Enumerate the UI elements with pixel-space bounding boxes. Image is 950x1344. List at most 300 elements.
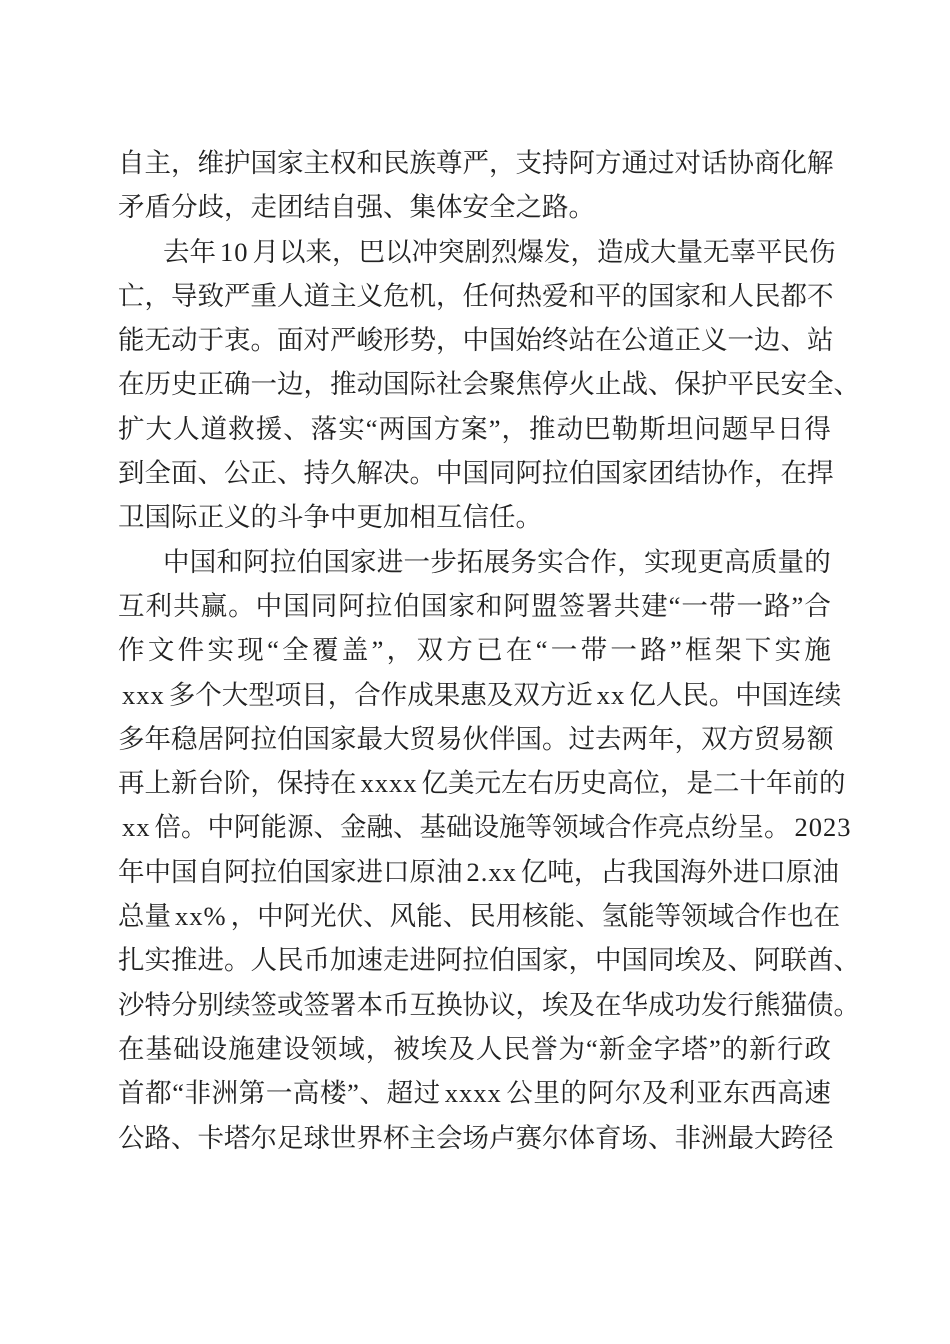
- text-segment: 之: [515, 192, 542, 223]
- text-segment: 道: [648, 325, 675, 356]
- text-segment: 矛: [118, 192, 145, 223]
- text-segment: 呈: [737, 812, 764, 843]
- text-segment: 高: [724, 546, 751, 577]
- text-segment: 大: [145, 413, 173, 444]
- text-segment: 国: [420, 590, 448, 621]
- text-segment: 拉: [250, 723, 277, 754]
- text-segment: 路: [640, 635, 667, 666]
- text-line: [118, 141, 834, 185]
- text-segment: 第: [238, 1078, 266, 1109]
- text-segment: 强: [356, 192, 383, 223]
- text-segment: 得: [804, 413, 831, 444]
- text-segment: 义: [701, 325, 728, 356]
- text-line: [118, 318, 834, 362]
- text-segment: 互: [436, 502, 463, 533]
- text-segment: 平: [595, 280, 622, 311]
- text-segment: 援: [255, 413, 283, 444]
- text-segment: 际: [409, 369, 436, 400]
- text-segment: 中: [436, 458, 463, 489]
- text-segment: 速: [356, 945, 383, 976]
- text-segment: 家: [621, 458, 648, 489]
- text-segment: 。: [181, 812, 208, 843]
- text-segment: ，: [171, 148, 198, 178]
- text-segment: 。: [764, 812, 791, 843]
- text-segment: 速: [804, 1078, 831, 1109]
- text-segment: ，: [436, 325, 463, 356]
- text-segment: 民: [383, 148, 410, 178]
- text-segment: 已: [476, 635, 503, 666]
- text-segment: 。: [515, 502, 542, 533]
- text-segment: 氢: [601, 901, 629, 932]
- text-segment: 、: [363, 901, 390, 932]
- text-segment: ”: [670, 635, 682, 666]
- text-segment: 加: [330, 945, 357, 976]
- text-segment: 大: [650, 236, 677, 267]
- text-segment: 扩: [118, 413, 145, 444]
- text-segment: 致: [197, 280, 224, 311]
- text-segment: 在: [330, 768, 357, 799]
- text-segment: 久: [330, 458, 357, 489]
- text-segment: 主: [303, 148, 330, 178]
- text-segment: 量: [144, 901, 171, 932]
- text-segment: 巴: [584, 413, 611, 444]
- text-segment: 结: [674, 458, 701, 489]
- text-segment: 民: [782, 236, 809, 267]
- text-segment: 卫: [118, 502, 145, 533]
- text-segment: 作: [631, 812, 658, 843]
- text-segment: 塔: [224, 1122, 251, 1153]
- text-segment: 超: [386, 1078, 414, 1109]
- text-segment: 双: [513, 679, 540, 710]
- text-segment: 站: [807, 325, 834, 356]
- text-segment: xx: [122, 812, 151, 843]
- text-segment: 进: [356, 856, 383, 887]
- text-line: [118, 1116, 834, 1160]
- text-segment: 利: [668, 1078, 696, 1109]
- text-segment: 爆: [517, 236, 544, 267]
- text-segment: 东: [723, 1078, 750, 1109]
- text-line: [118, 628, 831, 672]
- text-segment: 史: [580, 768, 607, 799]
- text-segment: 质: [750, 546, 778, 577]
- text-segment: 实: [144, 945, 171, 976]
- text-segment: 热: [515, 280, 542, 311]
- text-segment: 拉: [462, 945, 489, 976]
- text-segment: 站: [568, 325, 595, 356]
- text-segment: 中: [735, 679, 762, 710]
- text-segment: 下: [744, 635, 772, 666]
- text-segment: 高: [777, 1078, 804, 1109]
- text-segment: 两: [621, 723, 648, 754]
- text-segment: 及: [568, 989, 595, 1020]
- text-segment: 金: [340, 812, 367, 843]
- text-segment: 焦: [515, 369, 542, 400]
- text-segment: 拉: [269, 546, 297, 577]
- text-segment: 阿: [224, 723, 251, 754]
- text-segment: 大: [221, 679, 249, 710]
- text-segment: 步: [430, 546, 457, 577]
- text-segment: 署: [330, 989, 357, 1020]
- text-segment: 是: [686, 768, 713, 799]
- text-segment: 家: [350, 546, 377, 577]
- text-segment: 非: [184, 1078, 212, 1109]
- text-segment: 界: [356, 1122, 383, 1153]
- text-segment: 熊: [754, 989, 781, 1020]
- text-segment: ”: [371, 635, 384, 666]
- text-segment: 换: [436, 989, 463, 1020]
- text-segment: 等: [654, 901, 682, 932]
- text-segment: 。: [250, 325, 277, 356]
- text-segment: 年: [648, 723, 675, 754]
- text-segment: 主: [330, 280, 357, 311]
- text-segment: ，: [436, 280, 463, 311]
- text-segment: 危: [383, 280, 410, 311]
- text-segment: ，: [489, 148, 516, 178]
- text-segment: 华: [621, 989, 648, 1020]
- text-segment: 尔: [542, 1122, 569, 1153]
- text-segment: “: [365, 413, 378, 444]
- text-segment: 在: [505, 635, 533, 666]
- text-segment: 覆: [311, 635, 339, 666]
- text-segment: 在: [595, 989, 622, 1020]
- text-segment: 台: [197, 768, 224, 799]
- text-segment: 足: [277, 1122, 304, 1153]
- text-segment: 协: [462, 989, 489, 1020]
- text-segment: 一: [403, 546, 430, 577]
- text-segment: 家: [330, 856, 357, 887]
- text-segment: 塔: [681, 1033, 708, 1064]
- text-line: [118, 495, 831, 539]
- text-segment: 在: [780, 458, 807, 489]
- text-segment: 通: [621, 148, 648, 178]
- text-segment: 币: [383, 989, 410, 1020]
- text-segment: ，: [754, 458, 781, 489]
- text-segment: 行: [727, 989, 754, 1020]
- text-segment: 多: [168, 679, 196, 710]
- text-segment: 战: [621, 369, 648, 400]
- text-segment: 位: [633, 768, 660, 799]
- text-segment: 国: [515, 723, 542, 754]
- text-segment: 主: [144, 148, 171, 178]
- text-segment: 火: [568, 369, 595, 400]
- text-segment: ，: [570, 236, 597, 267]
- text-segment: 团: [277, 192, 304, 223]
- text-segment: 协: [701, 458, 728, 489]
- text-segment: 2.xx: [466, 856, 517, 887]
- text-segment: 以: [385, 236, 412, 267]
- text-segment: 过: [648, 148, 675, 178]
- text-segment: 公: [506, 1078, 533, 1109]
- text-segment: 近: [566, 679, 593, 710]
- text-segment: 新: [598, 1033, 626, 1064]
- text-segment: 拉: [542, 458, 569, 489]
- text-segment: ，: [386, 635, 414, 666]
- text-segment: 不: [807, 280, 834, 311]
- text-segment: 分: [171, 192, 198, 223]
- text-segment: 烈: [491, 236, 518, 267]
- text-segment: 一: [727, 325, 754, 356]
- text-segment: 更: [356, 502, 383, 533]
- text-segment: 续: [814, 679, 842, 710]
- text-segment: 、: [575, 901, 602, 932]
- text-segment: “: [267, 635, 279, 666]
- text-segment: 发: [701, 989, 728, 1020]
- text-segment: 保: [277, 768, 304, 799]
- text-segment: 伯: [393, 590, 420, 621]
- text-segment: 、: [393, 812, 420, 843]
- document-text-block: [118, 141, 860, 1160]
- text-segment: 公: [118, 1122, 145, 1153]
- text-segment: 最: [727, 1122, 754, 1153]
- text-segment: 动: [356, 369, 383, 400]
- text-segment: 决: [383, 458, 410, 489]
- text-segment: 币: [303, 945, 330, 976]
- text-segment: 动: [171, 325, 198, 356]
- text-segment: 及: [448, 1033, 475, 1064]
- text-segment: 道: [200, 413, 228, 444]
- text-segment: 尔: [614, 1078, 642, 1109]
- text-segment: 争: [303, 502, 330, 533]
- text-segment: 话: [701, 148, 728, 178]
- text-segment: 框: [685, 635, 712, 666]
- text-segment: 沙: [118, 989, 145, 1020]
- text-segment: 盟: [530, 590, 558, 621]
- text-segment: 文: [147, 635, 175, 666]
- text-segment: 更: [697, 546, 724, 577]
- text-segment: 中: [257, 901, 284, 932]
- text-segment: 的: [721, 1033, 749, 1064]
- text-segment: 现: [237, 635, 264, 666]
- text-line: [118, 584, 831, 628]
- text-line: [118, 451, 834, 495]
- text-segment: 纷: [711, 812, 738, 843]
- text-segment: 无: [144, 325, 171, 356]
- text-segment: 、: [442, 901, 470, 932]
- text-segment: 、: [833, 945, 860, 976]
- text-segment: 利: [145, 590, 173, 621]
- text-segment: 最: [356, 723, 383, 754]
- text-segment: 展: [483, 546, 511, 577]
- text-segment: 自: [197, 856, 224, 887]
- text-segment: 再: [118, 768, 145, 799]
- text-segment: 一: [550, 635, 578, 666]
- text-segment: 阿: [224, 856, 251, 887]
- text-segment: 过: [413, 1078, 441, 1109]
- text-segment: 易: [436, 723, 463, 754]
- text-segment: 亡: [118, 280, 145, 311]
- text-segment: 正: [197, 502, 224, 533]
- text-segment: 题: [721, 413, 749, 444]
- text-segment: 径: [807, 1122, 834, 1153]
- text-segment: 同: [648, 945, 675, 976]
- text-segment: 伯: [277, 856, 304, 887]
- text-segment: 双: [416, 635, 443, 666]
- text-segment: 合: [563, 546, 591, 577]
- text-segment: 的: [819, 768, 846, 799]
- text-segment: 阿: [243, 546, 270, 577]
- text-segment: 护: [701, 369, 728, 400]
- text-segment: 埃: [420, 1033, 448, 1064]
- text-segment: 建: [641, 590, 668, 621]
- text-segment: 盾: [144, 192, 171, 223]
- text-segment: 盖: [341, 635, 369, 666]
- text-segment: ，: [224, 192, 251, 223]
- text-segment: 民: [754, 369, 781, 400]
- text-segment: 美: [448, 768, 475, 799]
- text-segment: 阿: [568, 148, 595, 178]
- text-segment: 任: [489, 502, 516, 533]
- text-segment: ，: [303, 369, 330, 400]
- text-segment: 中: [462, 325, 489, 356]
- text-segment: 域: [707, 901, 735, 932]
- text-segment: 作: [590, 546, 617, 577]
- text-segment: 国: [648, 280, 675, 311]
- text-segment: 人: [277, 280, 304, 311]
- text-segment: 亚: [696, 1078, 723, 1109]
- text-segment: 团: [648, 458, 675, 489]
- text-segment: 稳: [171, 723, 198, 754]
- text-segment: 以: [279, 236, 306, 267]
- text-segment: 础: [446, 812, 473, 843]
- text-segment: 伯: [277, 723, 304, 754]
- text-segment: 合: [804, 590, 831, 621]
- text-segment: 阿: [234, 812, 261, 843]
- text-segment: 形: [383, 325, 410, 356]
- text-segment: 救: [228, 413, 255, 444]
- text-segment: 正: [674, 325, 701, 356]
- text-segment: 阿: [515, 458, 542, 489]
- text-segment: 人: [475, 1033, 503, 1064]
- text-segment: 伤: [809, 236, 836, 267]
- text-segment: 进: [376, 546, 404, 577]
- text-segment: 推: [529, 413, 556, 444]
- text-segment: 吨: [547, 856, 574, 887]
- text-segment: 家: [542, 945, 569, 976]
- text-segment: 和: [701, 280, 728, 311]
- text-segment: ”: [488, 413, 501, 444]
- text-segment: 都: [145, 1078, 172, 1109]
- text-segment: 进: [197, 945, 224, 976]
- text-segment: 能: [628, 901, 655, 932]
- text-segment: 年: [189, 236, 216, 267]
- text-segment: 民: [754, 280, 781, 311]
- text-segment: 埃: [674, 945, 701, 976]
- text-segment: ，: [365, 1033, 393, 1064]
- text-segment: 国: [515, 945, 542, 976]
- text-segment: 。: [833, 989, 860, 1020]
- text-segment: 及: [486, 679, 514, 710]
- text-segment: 突: [438, 236, 465, 267]
- text-segment: 国: [489, 325, 516, 356]
- text-segment: 油: [436, 856, 463, 887]
- text-segment: 一: [250, 369, 277, 400]
- text-segment: 国: [189, 546, 217, 577]
- text-segment: 阿: [503, 590, 530, 621]
- text-segment: 量: [676, 236, 703, 267]
- text-segment: 全: [489, 192, 516, 223]
- text-segment: 新: [171, 768, 198, 799]
- text-segment: 、: [383, 192, 410, 223]
- text-segment: 信: [462, 502, 489, 533]
- text-segment: 国: [462, 458, 489, 489]
- text-segment: ，: [230, 901, 258, 932]
- text-segment: ，: [617, 546, 644, 577]
- text-segment: 件: [177, 635, 205, 666]
- text-line: [118, 673, 842, 717]
- text-segment: 国: [621, 945, 648, 976]
- text-segment: 义: [224, 502, 251, 533]
- text-segment: 民: [469, 901, 496, 932]
- text-line: [118, 1071, 831, 1115]
- text-segment: 础: [173, 1033, 200, 1064]
- text-segment: 融: [366, 812, 393, 843]
- text-segment: 对: [674, 148, 701, 178]
- text-segment: 里: [533, 1078, 560, 1109]
- text-segment: 点: [684, 812, 711, 843]
- text-segment: 平: [756, 236, 783, 267]
- text-segment: 坦: [666, 413, 694, 444]
- text-segment: 和: [216, 546, 243, 577]
- text-segment: 斯: [639, 413, 666, 444]
- text-segment: 、: [197, 458, 224, 489]
- text-segment: 成: [623, 236, 650, 267]
- text-segment: 赢: [200, 590, 228, 621]
- text-segment: 国: [303, 723, 330, 754]
- text-line: [118, 540, 831, 584]
- text-segment: 签: [558, 590, 585, 621]
- text-segment: 洲: [701, 1122, 728, 1153]
- text-segment: 正: [250, 458, 277, 489]
- text-segment: 发: [544, 236, 571, 267]
- text-segment: 尔: [250, 1122, 277, 1153]
- text-segment: 相: [409, 502, 436, 533]
- text-segment: 终: [542, 325, 569, 356]
- text-segment: 去: [163, 236, 190, 267]
- text-segment: 字: [653, 1033, 681, 1064]
- text-segment: 易: [780, 723, 807, 754]
- text-segment: 聚: [489, 369, 516, 400]
- text-segment: 等: [525, 812, 552, 843]
- text-line: [118, 230, 836, 274]
- text-segment: 带: [708, 590, 736, 621]
- text-segment: 架: [714, 635, 742, 666]
- text-segment: 共: [613, 590, 641, 621]
- text-segment: 、: [648, 369, 675, 400]
- text-segment: 无: [703, 236, 730, 267]
- text-segment: 合: [354, 679, 381, 710]
- text-segment: 杯: [383, 1122, 410, 1153]
- text-segment: 原: [785, 856, 813, 887]
- text-segment: 公: [224, 458, 251, 489]
- text-segment: 阿: [436, 945, 463, 976]
- text-segment: 领: [310, 1033, 338, 1064]
- text-segment: 卡: [197, 1122, 224, 1153]
- text-segment: 居: [197, 723, 224, 754]
- text-segment: 巴: [358, 236, 385, 267]
- text-segment: 猫: [780, 989, 807, 1020]
- text-segment: 世: [330, 1122, 357, 1153]
- text-segment: 民: [682, 679, 709, 710]
- text-segment: 一: [681, 590, 708, 621]
- text-segment: 我: [626, 856, 654, 887]
- text-line: [118, 1027, 831, 1071]
- text-segment: 个: [195, 679, 222, 710]
- text-segment: 人: [655, 679, 683, 710]
- text-line: [118, 185, 831, 229]
- text-segment: 项: [274, 679, 302, 710]
- text-segment: 阿: [754, 945, 781, 976]
- text-segment: 国: [383, 369, 410, 400]
